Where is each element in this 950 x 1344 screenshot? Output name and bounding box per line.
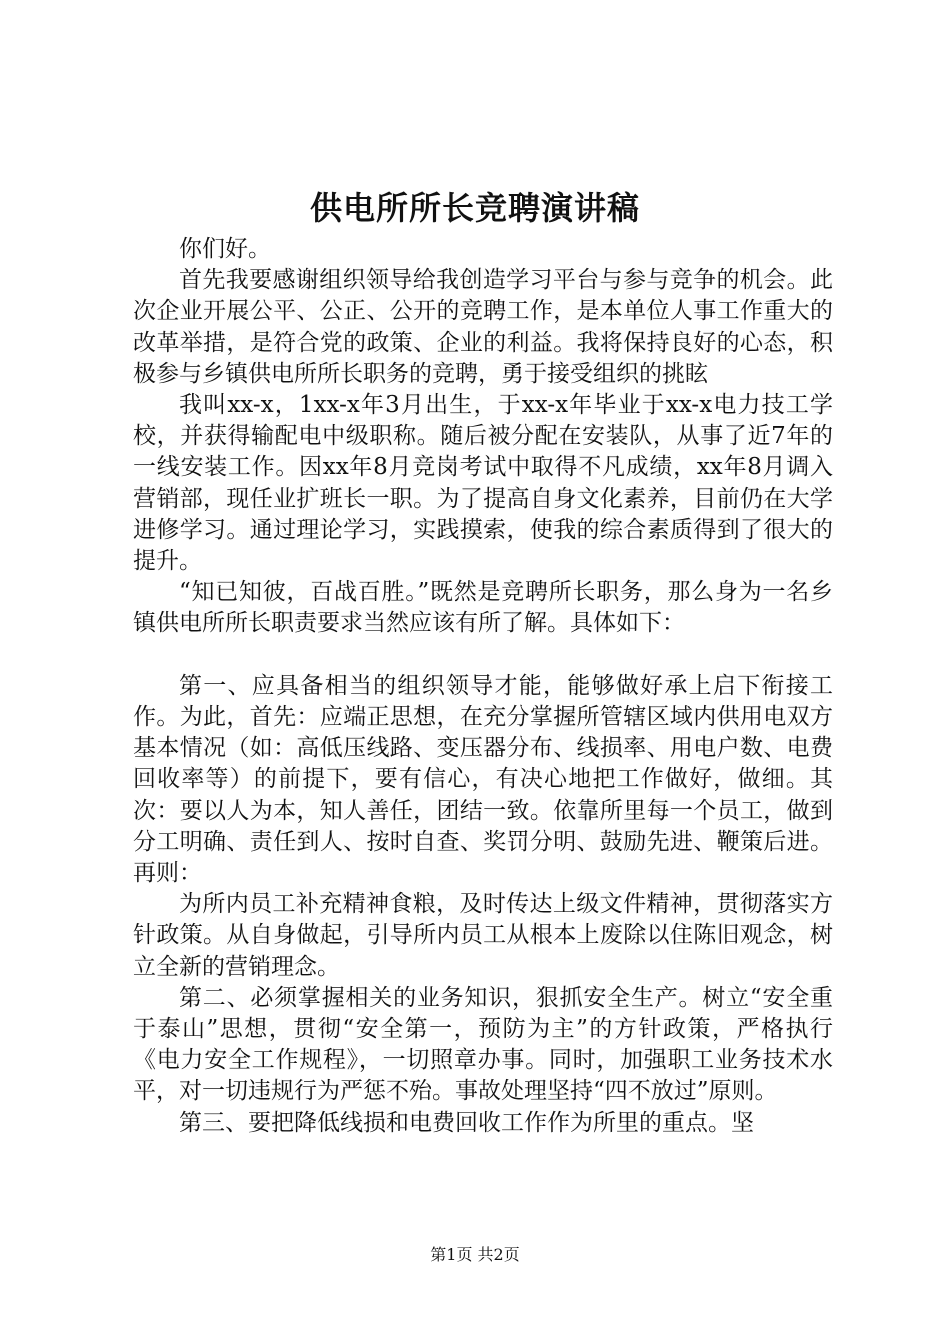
paragraph-point-two: 第二、必须掌握相关的业务知识，狠抓安全生产。树立“安全重于泰山”思想，贯彻“安全第一，预防为主”的方针政策，严格执行《电力安全工作规程》，一切照章办事。同时，加强职工业务技术水平，对一切违规行为严惩不殆。事故处理坚持“四不放过”原则。	[133, 984, 833, 1105]
document-title: 供电所所长竞聘演讲稿	[309, 189, 640, 227]
paragraph-point-one: 第一、应具备相当的组织领导才能，能够做好承上启下衔接工作。为此，首先：应端正思想，在充分掌握所管辖区域内供用电双方基本情况（如：高低压线路、变压器分布、线损率、用电户数、电费回收率等）的前提下，要有信心，有决心地把工作做好，做细。其次：要以人为本，知人善任，团结一致。依靠所里每一个员工，做到分工明确、责任到人、按时自查、奖罚分明、鼓励先进、鞭策后进。再则：	[133, 672, 833, 887]
paragraph-duties-intro: “知已知彼，百战百胜。”既然是竞聘所长职务，那么身为一名乡镇供电所所长职责要求当然应该有所了解。具体如下：	[133, 579, 833, 637]
paragraph-thanks: 首先我要感谢组织领导给我创造学习平台与参与竞争的机会。此次企业开展公平、公正、公开的竞聘工作，是本单位人事工作重大的改革举措，是符合党的政策、企业的利益。我将保持良好的心态，积极参与乡镇供电所所长职务的竞聘，勇于接受组织的挑眩	[133, 267, 833, 387]
document-body	[133, 234, 833, 1139]
paragraph-spacer	[133, 640, 833, 671]
paragraph-greeting: 你们好。	[179, 236, 271, 262]
paragraph-self-intro: 我叫xx-x，1xx-x年3月出生，于xx-x年毕业于xx-x电力技工学校，并获得输配电中级职称。随后被分配在安装队，从事了近7年的一线安装工作。因xx年8月竞岗考试中取得不凡成绩，xx年8月调入营销部，现任业扩班长一职。为了提高自身文化素养，目前仍在大学进修学习。通过理论学习，实践摸索，使我的综合素质得到了很大的提升。	[133, 392, 833, 575]
paragraph-point-three: 第三、要把降低线损和电费回收工作作为所里的重点。坚	[179, 1109, 754, 1136]
page-footer: 第1页 共2页	[430, 1245, 520, 1264]
paragraph-point-one-cont: 为所内员工补充精神食粮，及时传达上级文件精神，贯彻落实方针政策。从自身做起，引导所内员工从根本上废除以住陈旧观念，树立全新的营销理念。	[133, 891, 833, 980]
